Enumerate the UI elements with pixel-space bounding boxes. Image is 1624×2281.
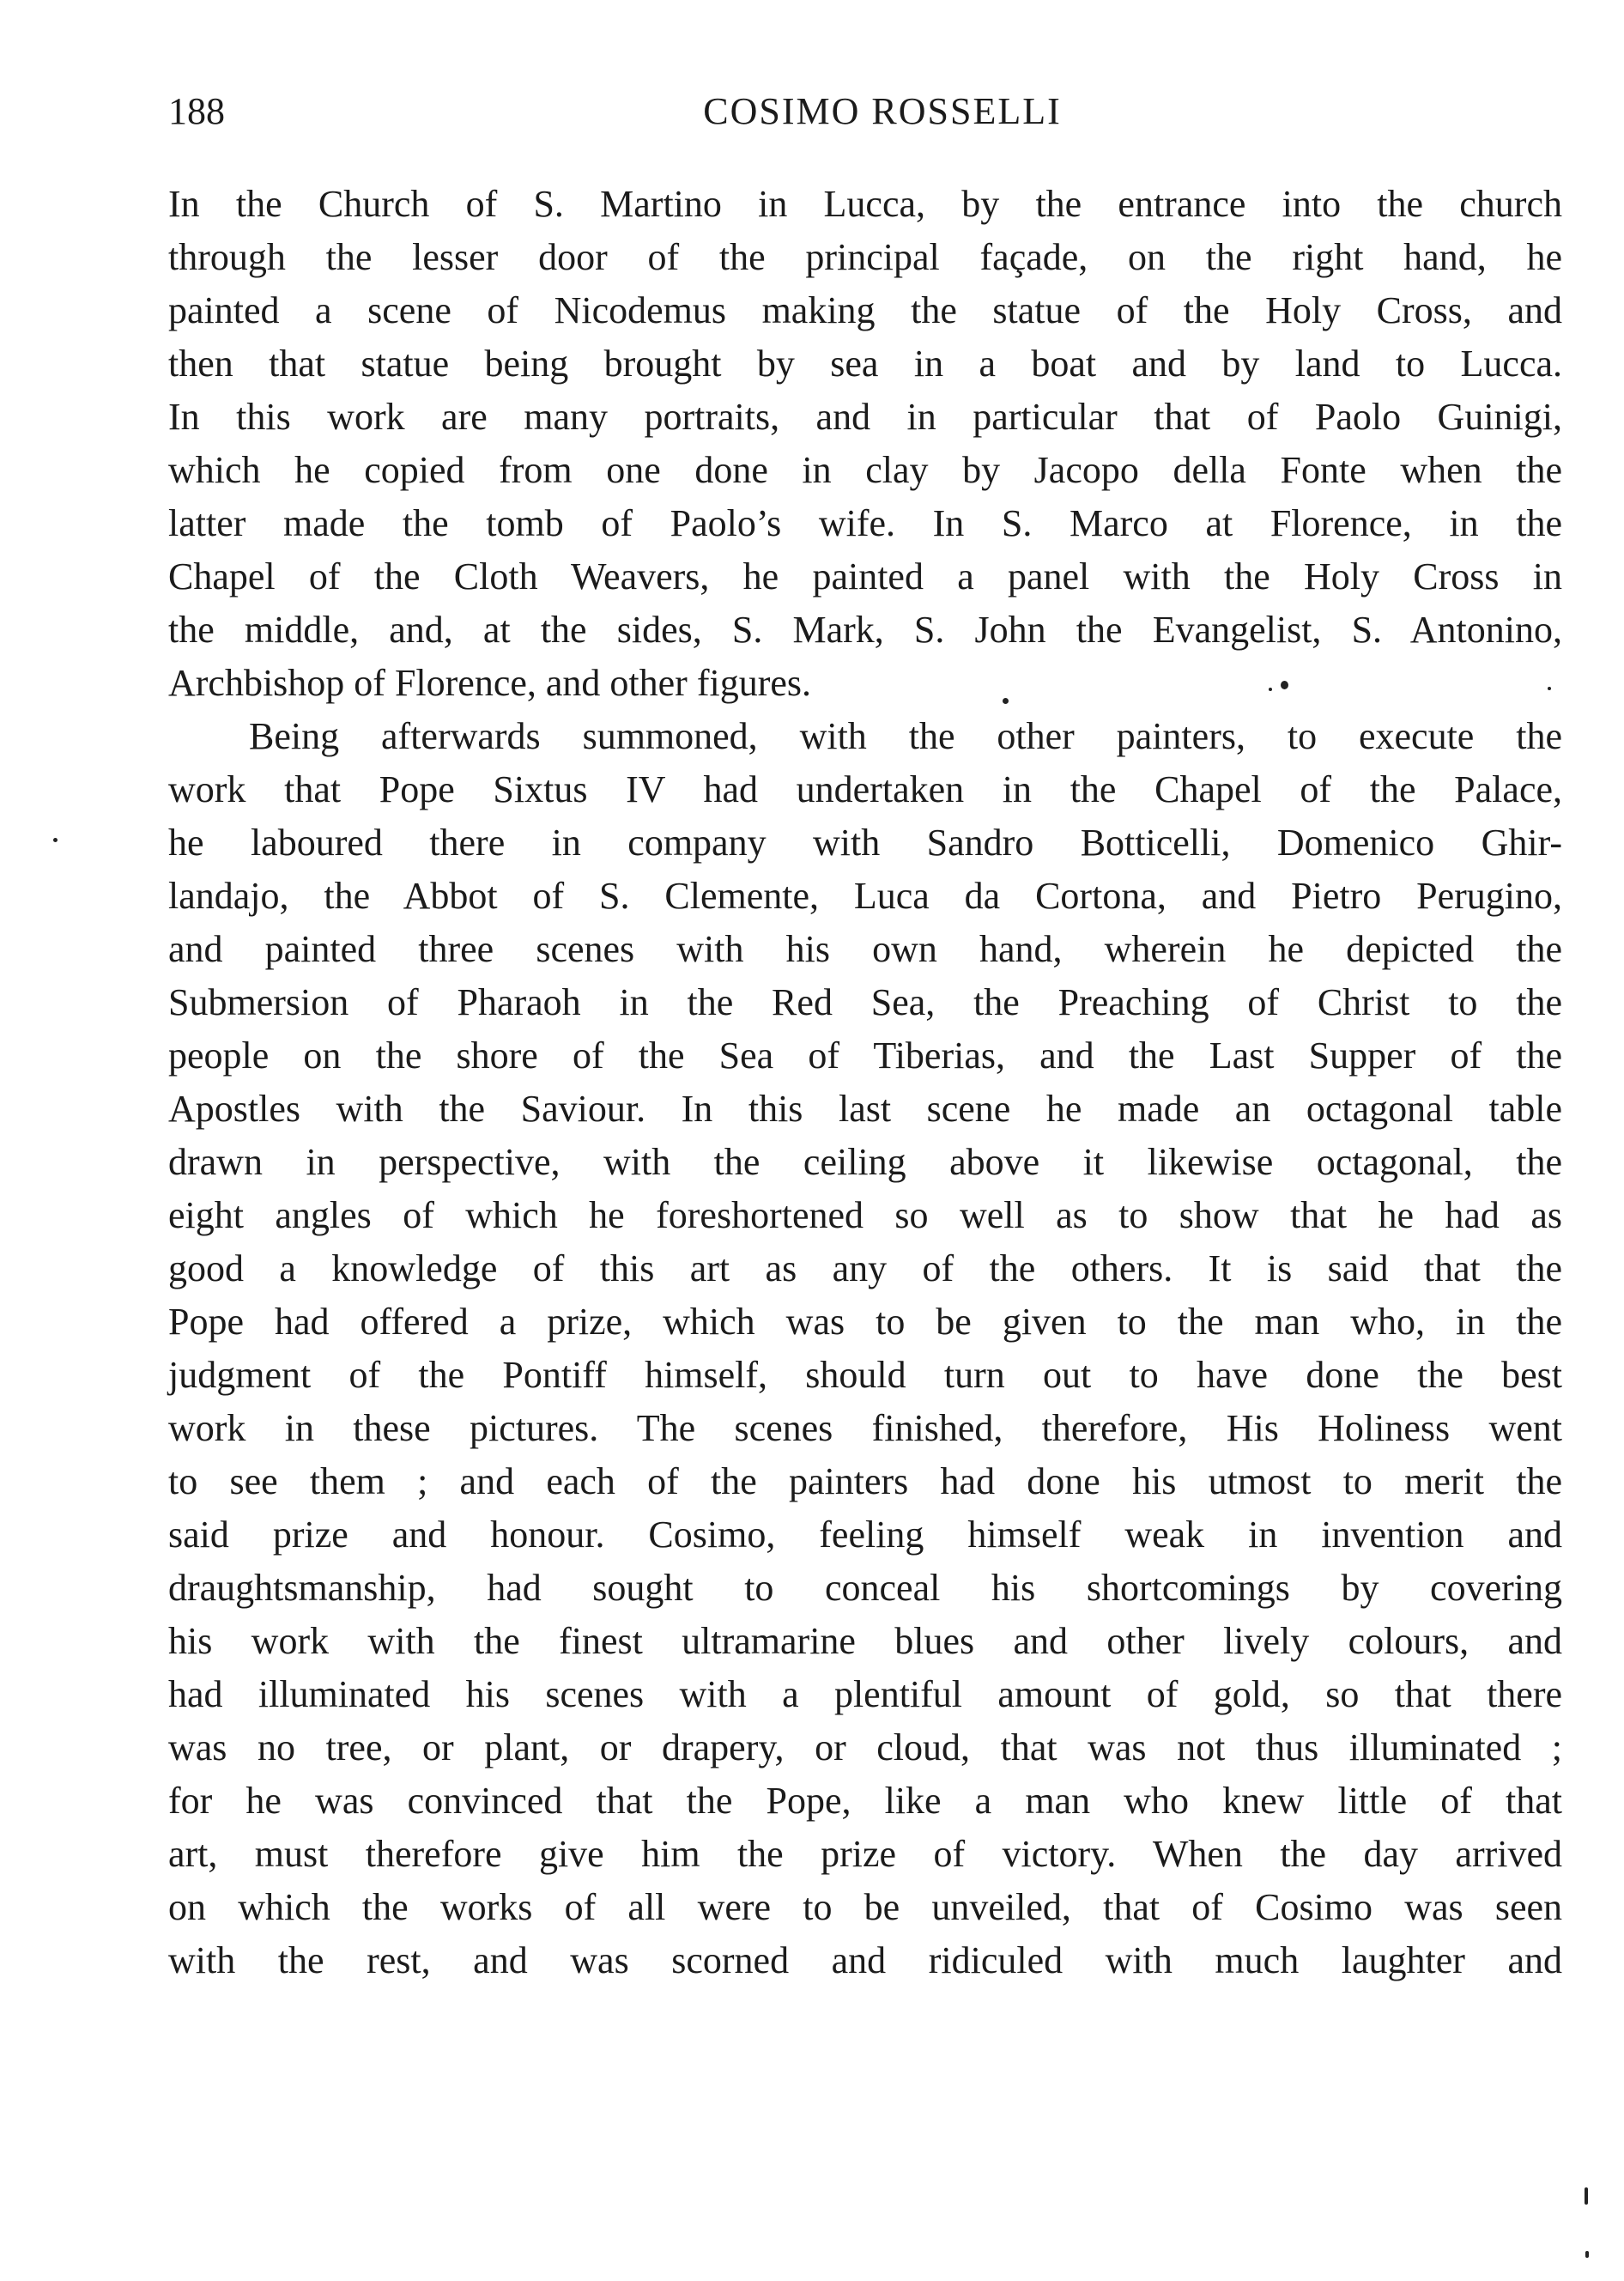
text-line: Apostles with the Saviour. In this last scene he made an octagonal table bbox=[168, 1088, 1562, 1130]
text-line: landajo, the Abbot of S. Clemente, Luca da Cortona, and Pietro Perugino, bbox=[168, 875, 1562, 917]
text-line: to see them ; and each of the painters had done his utmost to merit the bbox=[168, 1460, 1562, 1502]
scan-speck bbox=[1548, 687, 1551, 690]
text-line: draughtsmanship, had sought to conceal his shortcomings by covering bbox=[168, 1567, 1562, 1609]
paragraph-1 bbox=[168, 178, 1562, 710]
text-line: Chapel of the Cloth Weavers, he painted a panel with the Holy Cross in bbox=[168, 555, 1562, 598]
text-line: the middle, and, at the sides, S. Mark, S. John the Evangelist, S. Antonino, bbox=[168, 609, 1562, 651]
text-line: and painted three scenes with his own hand, wherein he depicted the bbox=[168, 928, 1562, 970]
text-line: Archbishop of Florence, and other figures. bbox=[168, 662, 812, 704]
text-line: work in these pictures. The scenes finished, therefore, His Holiness went bbox=[168, 1407, 1562, 1449]
text-line: his work with the finest ultramarine blues and other lively colours, and bbox=[168, 1620, 1562, 1662]
scan-speck bbox=[1585, 2187, 1588, 2205]
text-line: he laboured there in company with Sandro Botticelli, Domenico Ghir- bbox=[168, 822, 1562, 864]
text-line: work that Pope Sixtus IV had undertaken in the Chapel of the Palace, bbox=[168, 768, 1562, 810]
text-line: drawn in perspective, with the ceiling above it likewise octagonal, the bbox=[168, 1141, 1562, 1183]
scan-speck bbox=[53, 838, 58, 842]
text-line: In the Church of S. Martino in Lucca, by the entrance into the church bbox=[168, 183, 1562, 225]
scan-speck bbox=[1269, 688, 1272, 691]
text-line: latter made the tomb of Paolo’s wife. In S. Marco at Florence, in the bbox=[168, 502, 1562, 544]
text-line: judgment of the Pontiff himself, should turn out to have done the best bbox=[168, 1354, 1562, 1396]
body-text bbox=[168, 178, 1562, 1987]
text-line: for he was convinced that the Pope, like a man who knew little of that bbox=[168, 1780, 1562, 1822]
text-line: was no tree, or plant, or drapery, or cloud, that was not thus illuminated ; bbox=[168, 1726, 1562, 1768]
scan-speck bbox=[1585, 2251, 1589, 2258]
text-line: eight angles of which he foreshortened so well as to show that he had as bbox=[168, 1194, 1562, 1236]
text-line: Pope had offered a prize, which was to be given to the man who, in the bbox=[168, 1301, 1562, 1343]
text-line: In this work are many portraits, and in particular that of Paolo Guinigi, bbox=[168, 396, 1562, 438]
scan-speck bbox=[1281, 681, 1288, 689]
text-line: had illuminated his scenes with a plentiful amount of gold, so that there bbox=[168, 1673, 1562, 1715]
scan-speck bbox=[1003, 698, 1009, 704]
text-line: with the rest, and was scorned and ridiculed with much laughter and bbox=[168, 1939, 1562, 1981]
text-line: on which the works of all were to be unveiled, that of Cosimo was seen bbox=[168, 1886, 1562, 1928]
text-line: through the lesser door of the principal façade, on the right hand, he bbox=[168, 236, 1562, 278]
text-line: which he copied from one done in clay by Jacopo della Fonte when the bbox=[168, 449, 1562, 491]
text-line: art, must therefore give him the prize of victory. When the day arrived bbox=[168, 1833, 1562, 1875]
running-title: COSIMO ROSSELLI bbox=[703, 90, 1062, 132]
text-line: Submersion of Pharaoh in the Red Sea, the Preaching of Christ to the bbox=[168, 981, 1562, 1023]
text-line: people on the shore of the Sea of Tiberias, and the Last Supper of the bbox=[168, 1034, 1562, 1077]
paragraph-2 bbox=[168, 710, 1562, 1987]
running-head bbox=[168, 86, 1562, 137]
text-line: Being afterwards summoned, with the other painters, to execute the bbox=[249, 715, 1562, 757]
text-line: then that statue being brought by sea in a boat and by land to Lucca. bbox=[168, 343, 1562, 385]
text-line: painted a scene of Nicodemus making the statue of the Holy Cross, and bbox=[168, 289, 1562, 331]
text-line: good a knowledge of this art as any of the others. It is said that the bbox=[168, 1247, 1562, 1289]
text-line: said prize and honour. Cosimo, feeling himself weak in invention and bbox=[168, 1514, 1562, 1556]
page-number: 188 bbox=[168, 90, 225, 132]
